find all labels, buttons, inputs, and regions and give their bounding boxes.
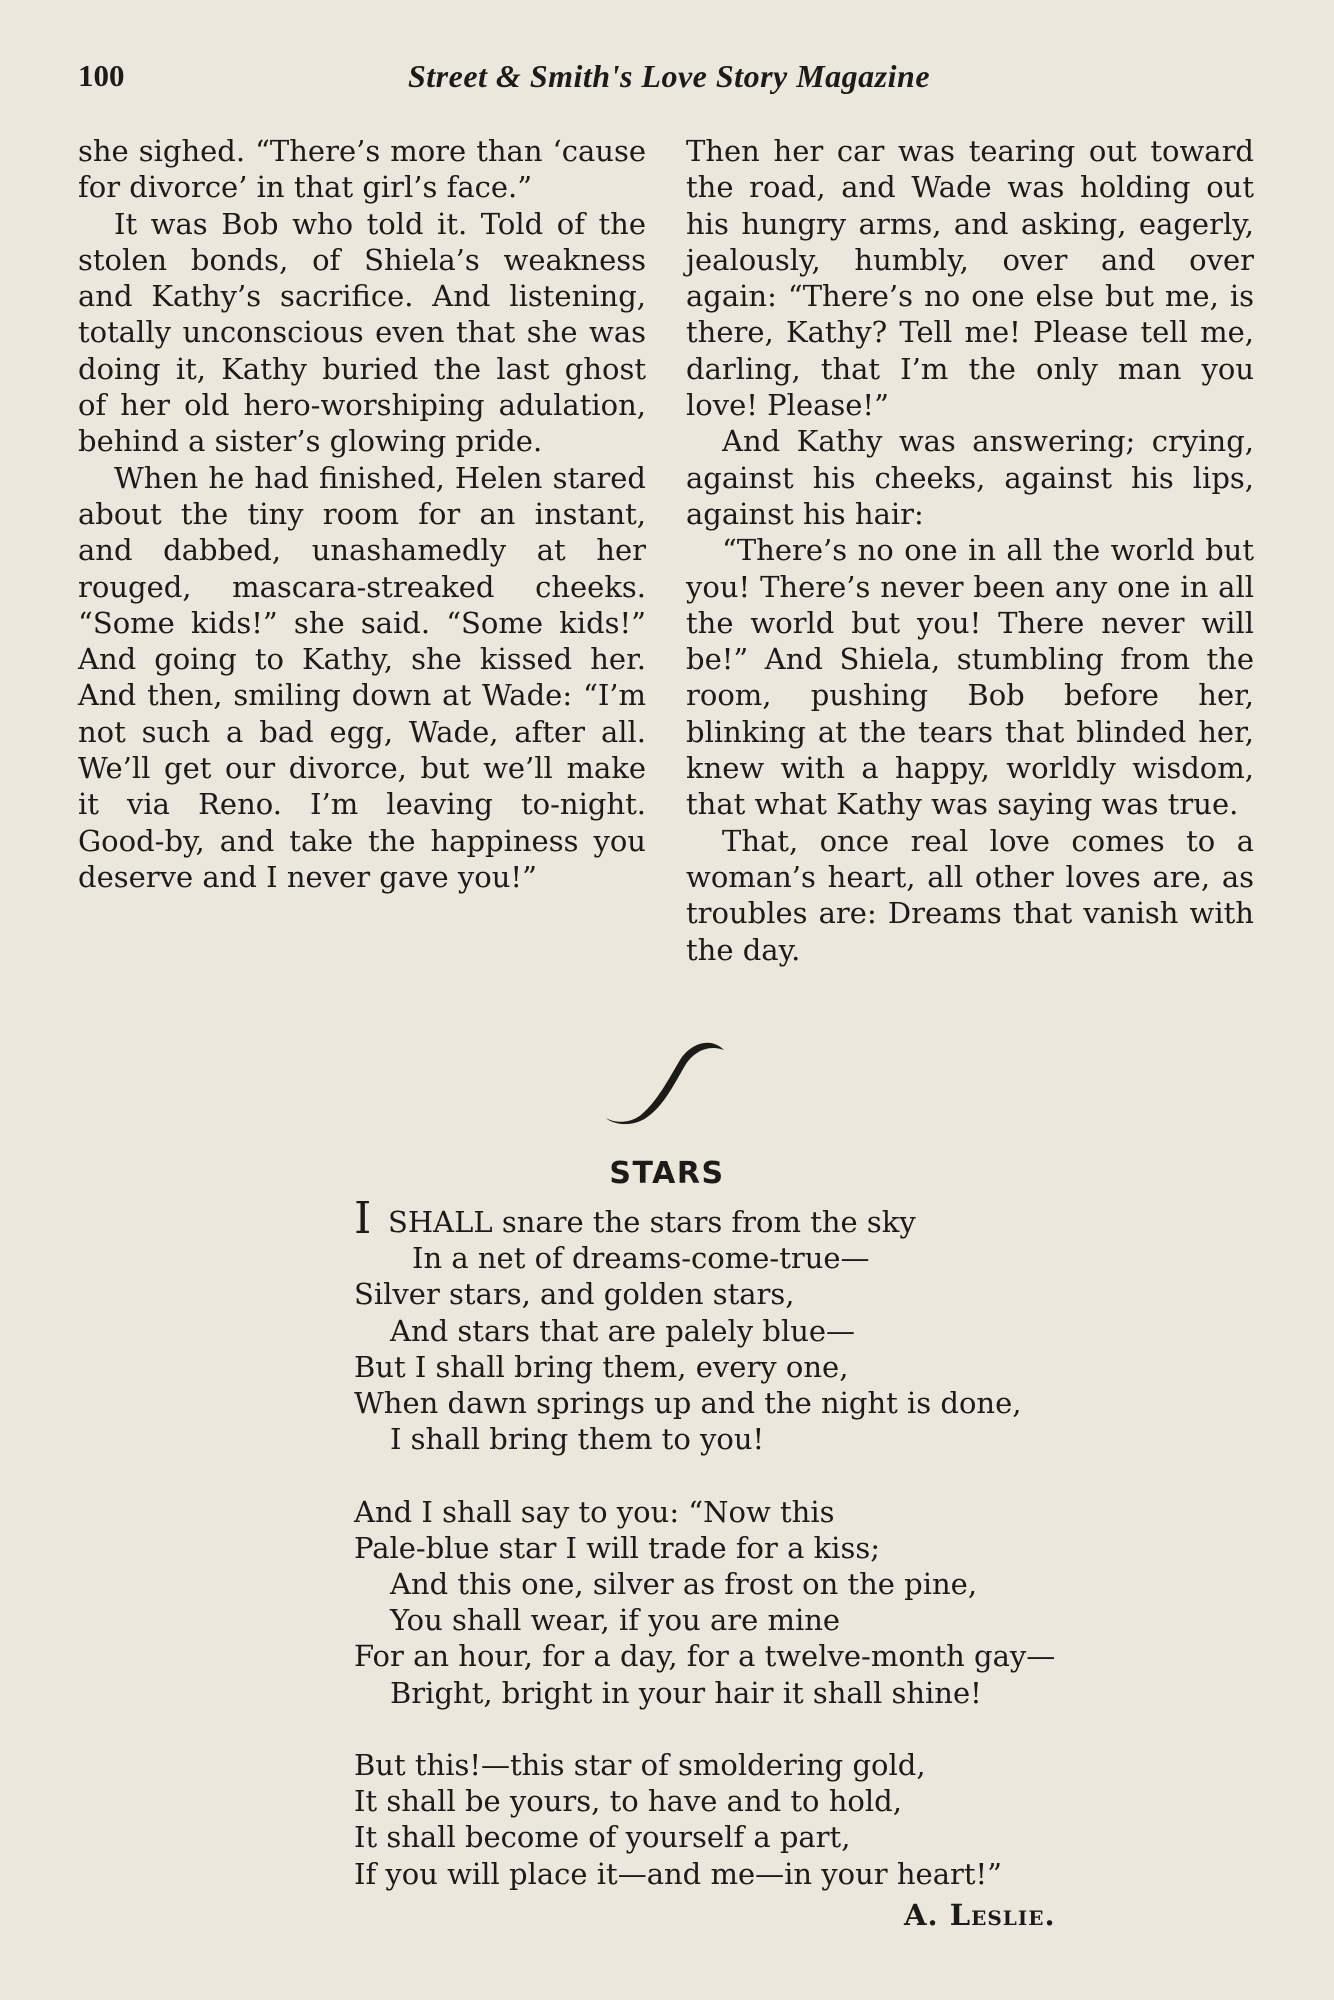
poem-line: When dawn springs up and the night is done,: [354, 1386, 1022, 1421]
poem-line: Pale-blue star I will trade for a kiss;: [354, 1530, 880, 1565]
poem-line: And this one, silver as frost on the pine,: [390, 1567, 978, 1602]
poem-line: Silver stars, and golden stars,: [354, 1277, 795, 1312]
poem-line: In a net of dreams-come-true—: [412, 1241, 870, 1276]
paragraph: And Kathy was answering; crying, against his cheeks, against his lips, against his hair:: [686, 424, 1254, 531]
drop-cap: I: [354, 1193, 372, 1244]
poem-title: STARS: [609, 1156, 725, 1191]
paragraph: “There’s no one in all the world but you! There’s never been any one in all the world but you! There never will be!” And Shiela, stumbling from the room, pushing Bob before her, blinking at the tears that blinded her, knew with a happy, worldly wisdom, that what Kathy was saying was true.: [686, 533, 1254, 822]
page-number: 100: [78, 58, 125, 93]
poem-line: [354, 1193, 1154, 1244]
paragraph: Then her car was tearing out toward the road, and Wade was holding out his hungry arms, and asking, eagerly, jealously, humbly, over and over again: “There’s no one else but me, is there, Kathy? Tell me! Please tell me, darling, that I’m the only man you love! Please!”: [686, 134, 1254, 423]
poem-line: You shall wear, if you are mine: [390, 1603, 841, 1638]
poem-line: But this!—this star of smoldering gold,: [354, 1748, 926, 1783]
poem-body: [354, 1193, 1154, 1892]
poem-line: It shall become of yourself a part,: [354, 1820, 851, 1855]
paragraph: When he had finished, Helen stared about the tiny room for an instant, and dabbed, unashamedly at her rouged, mascara-streaked cheeks. “Some kids!” she said. “Some kids!” And going to Kathy, she kissed her. And then, smiling down at Wade: “I’m not such a bad egg, Wade, after all. We’ll get our divorce, but we’ll make it via Reno. I’m leaving to-night. Good-by, and take the happiness you deserve and I never gave you!”: [78, 460, 646, 894]
paragraph: That, once real love comes to a woman’s heart, all other loves are, as troubles are: Dreams that vanish with the day.: [686, 823, 1254, 967]
stanza-gap: [354, 1711, 1154, 1747]
stanza-gap: [354, 1457, 1154, 1493]
author-surname: eslie.: [971, 1898, 1056, 1932]
poem-line: And I shall say to you: “Now this: [354, 1494, 835, 1529]
poem-line: And stars that are palely blue—: [390, 1313, 856, 1348]
decorative-swash-icon: [598, 1038, 728, 1128]
poem-line-text: SHALL snare the stars from the sky: [388, 1205, 916, 1239]
magazine-title: Street & Smith's Love Story Magazine: [407, 58, 931, 94]
paragraph: It was Bob who told it. Told of the stolen bonds, of Shiela’s weakness and Kathy’s sacrifice. And listening, totally unconscious even that she was doing it, Kathy buried the last ghost of her old hero-worshiping adulation, behind a sister’s glowing pride.: [78, 206, 646, 459]
poem-line: For an hour, for a day, for a twelve-month gay—: [354, 1639, 1056, 1674]
poem-line: It shall be yours, to have and to hold,: [354, 1784, 902, 1819]
paragraph: she sighed. “There’s more than ‘cause for divorce’ in that girl’s face.”: [78, 134, 646, 205]
right-column: [686, 133, 1254, 968]
poem-author: [904, 1898, 1056, 1932]
page-header: [78, 58, 1260, 104]
poem-line: Bright, bright in your hair it shall shine!: [390, 1675, 982, 1710]
author-initial: A. L: [904, 1898, 972, 1932]
left-column: [78, 133, 646, 895]
poem-line: But I shall bring them, every one,: [354, 1349, 849, 1384]
poem-line: I shall bring them to you!: [390, 1422, 765, 1457]
poem-line: If you will place it—and me—in your heart!”: [354, 1856, 1002, 1891]
